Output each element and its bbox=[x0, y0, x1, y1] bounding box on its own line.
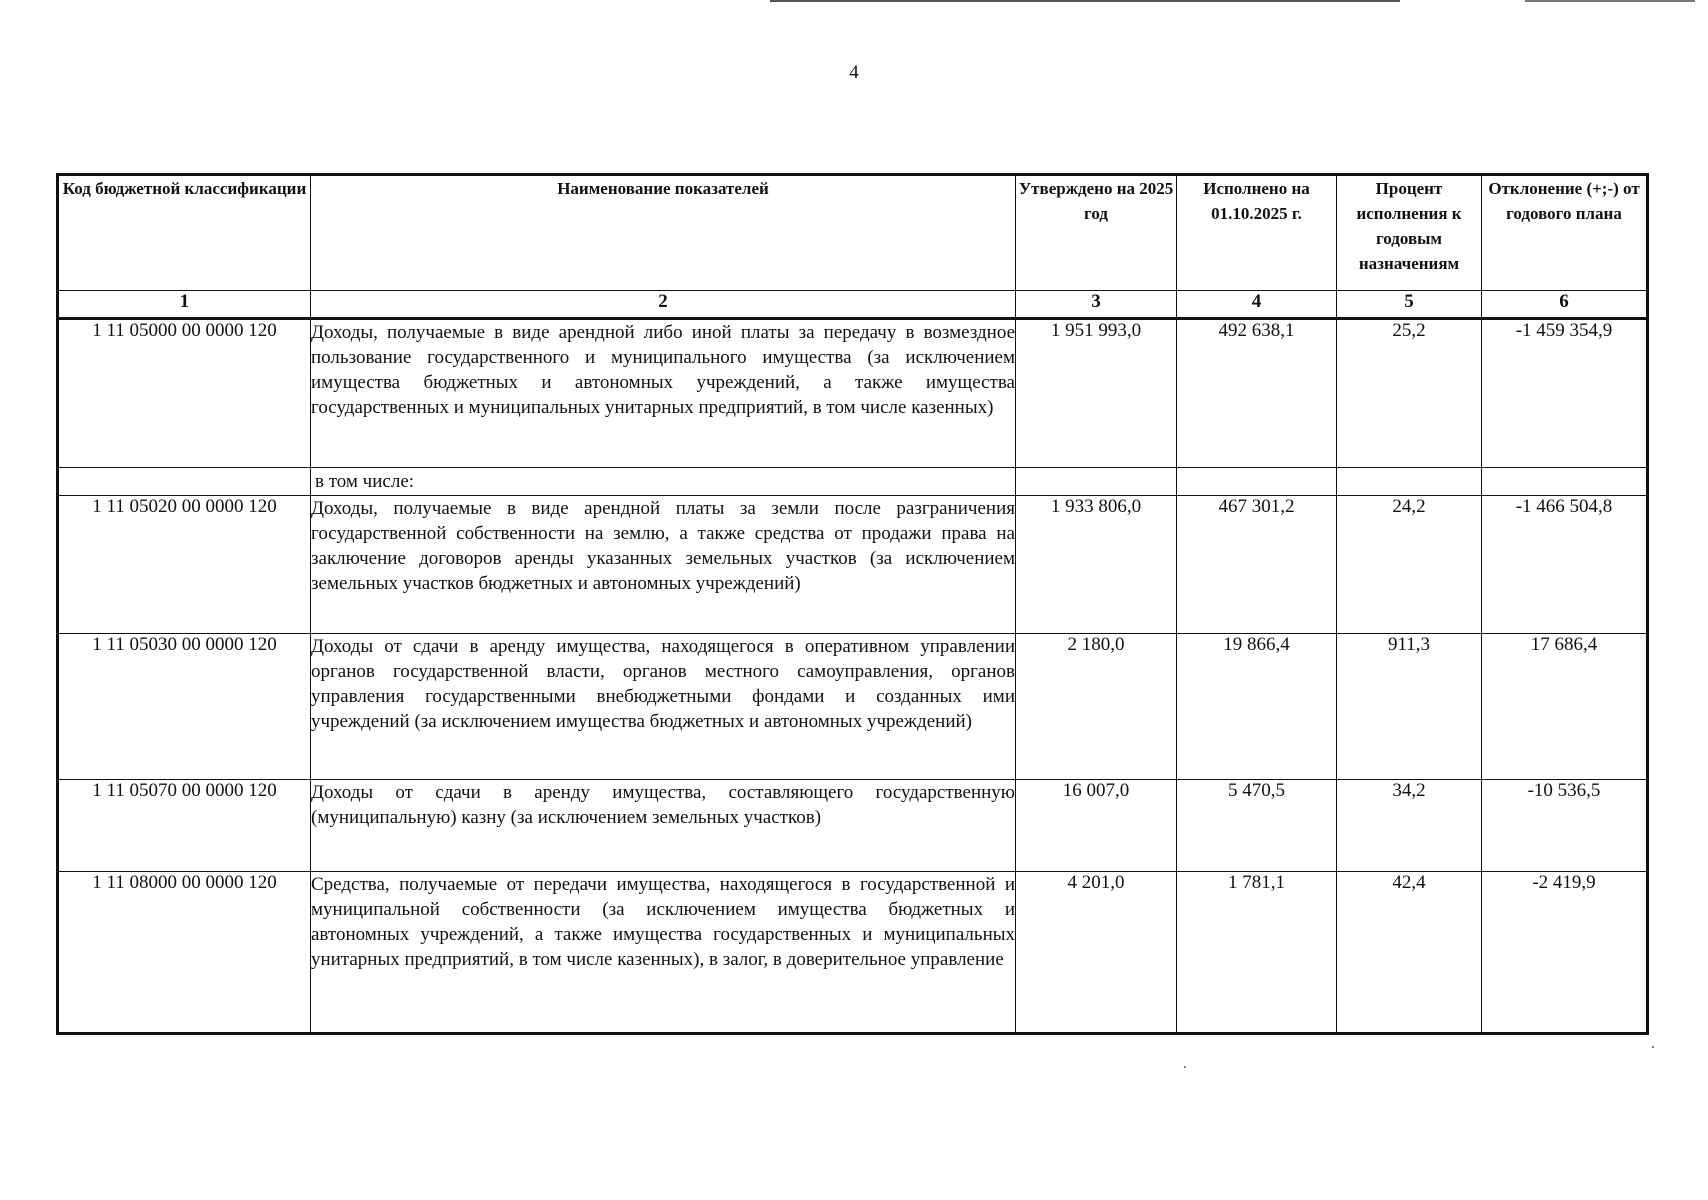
row-code: 1 11 05070 00 0000 120 bbox=[58, 780, 311, 872]
row-percent: 42,4 bbox=[1337, 872, 1482, 1034]
row-executed: 1 781,1 bbox=[1177, 872, 1337, 1034]
header-approved: Утверждено на 2025 год bbox=[1016, 175, 1177, 291]
scan-speck bbox=[1184, 1066, 1186, 1068]
column-number: 2 bbox=[311, 291, 1016, 319]
row-executed: 492 638,1 bbox=[1177, 319, 1337, 468]
budget-table bbox=[56, 173, 1649, 1035]
table-row bbox=[58, 319, 1648, 468]
row-code: 1 11 05020 00 0000 120 bbox=[58, 496, 311, 634]
row-executed: 467 301,2 bbox=[1177, 496, 1337, 634]
row-code: 1 11 08000 00 0000 120 bbox=[58, 872, 311, 1034]
row-code bbox=[58, 468, 311, 496]
header-executed: Исполнено на 01.10.2025 г. bbox=[1177, 175, 1337, 291]
row-percent: 911,3 bbox=[1337, 634, 1482, 780]
row-name: Доходы, получаемые в виде арендной либо иной платы за передачу в возмездное пользование государственного и муниципального имущества (за исключением имущества бюджетных и автономных учреждений, а также имущества государственных и муниципальных унитарных предприятий, в том числе казенных) bbox=[311, 319, 1016, 468]
header-code: Код бюджетной классификации bbox=[58, 175, 311, 291]
row-percent: 25,2 bbox=[1337, 319, 1482, 468]
row-name: Доходы, получаемые в виде арендной платы за земли после разграничения государственной собственности на землю, а также средства от продажи права на заключение договоров аренды указанных земельных участков (за исключением земельных участков бюджетных и автономных учреждений) bbox=[311, 496, 1016, 634]
column-number: 5 bbox=[1337, 291, 1482, 319]
row-code: 1 11 05000 00 0000 120 bbox=[58, 319, 311, 468]
row-approved: 1 933 806,0 bbox=[1016, 496, 1177, 634]
header-percent: Процент исполнения к годовым назначениям bbox=[1337, 175, 1482, 291]
header-name: Наименование показателей bbox=[311, 175, 1016, 291]
table-row bbox=[58, 496, 1648, 634]
column-number: 1 bbox=[58, 291, 311, 319]
budget-table-container bbox=[56, 173, 1649, 1035]
row-name: в том числе: bbox=[311, 468, 1016, 496]
row-deviation: -1 466 504,8 bbox=[1482, 496, 1648, 634]
row-percent: 24,2 bbox=[1337, 496, 1482, 634]
row-approved: 2 180,0 bbox=[1016, 634, 1177, 780]
column-number: 3 bbox=[1016, 291, 1177, 319]
row-deviation: -10 536,5 bbox=[1482, 780, 1648, 872]
column-number-row bbox=[58, 291, 1648, 319]
row-approved bbox=[1016, 468, 1177, 496]
row-approved: 4 201,0 bbox=[1016, 872, 1177, 1034]
table-row bbox=[58, 634, 1648, 780]
row-percent bbox=[1337, 468, 1482, 496]
page-number: 4 bbox=[849, 62, 859, 83]
table-row bbox=[58, 468, 1648, 496]
scan-speck bbox=[1652, 1046, 1654, 1048]
row-approved: 1 951 993,0 bbox=[1016, 319, 1177, 468]
column-number: 6 bbox=[1482, 291, 1648, 319]
header-deviation: Отклонение (+;-) от годового плана bbox=[1482, 175, 1648, 291]
table-row bbox=[58, 872, 1648, 1034]
row-executed: 5 470,5 bbox=[1177, 780, 1337, 872]
row-deviation bbox=[1482, 468, 1648, 496]
table-header-row bbox=[58, 175, 1648, 291]
row-name: Доходы от сдачи в аренду имущества, составляющего государственную (муниципальную) казну (за исключением земельных участков) bbox=[311, 780, 1016, 872]
row-approved: 16 007,0 bbox=[1016, 780, 1177, 872]
row-deviation: 17 686,4 bbox=[1482, 634, 1648, 780]
row-executed: 19 866,4 bbox=[1177, 634, 1337, 780]
table-row bbox=[58, 780, 1648, 872]
row-name: Доходы от сдачи в аренду имущества, находящегося в оперативном управлении органов государственной власти, органов местного самоуправления, органов управления государственными внебюджетными фондами и созданных ими учреждений (за исключением имущества бюджетных и автономных учреждений) bbox=[311, 634, 1016, 780]
row-code: 1 11 05030 00 0000 120 bbox=[58, 634, 311, 780]
row-name: Средства, получаемые от передачи имущества, находящегося в государственной и муниципальной собственности (за исключением имущества бюджетных и автономных учреждений, а также имущества государственных и муниципальных унитарных предприятий, в том числе казенных), в залог, в доверительное управление bbox=[311, 872, 1016, 1034]
row-deviation: -2 419,9 bbox=[1482, 872, 1648, 1034]
top-scan-line bbox=[770, 0, 1400, 2]
top-scan-line-right bbox=[1525, 0, 1695, 2]
row-deviation: -1 459 354,9 bbox=[1482, 319, 1648, 468]
column-number: 4 bbox=[1177, 291, 1337, 319]
row-executed bbox=[1177, 468, 1337, 496]
row-percent: 34,2 bbox=[1337, 780, 1482, 872]
